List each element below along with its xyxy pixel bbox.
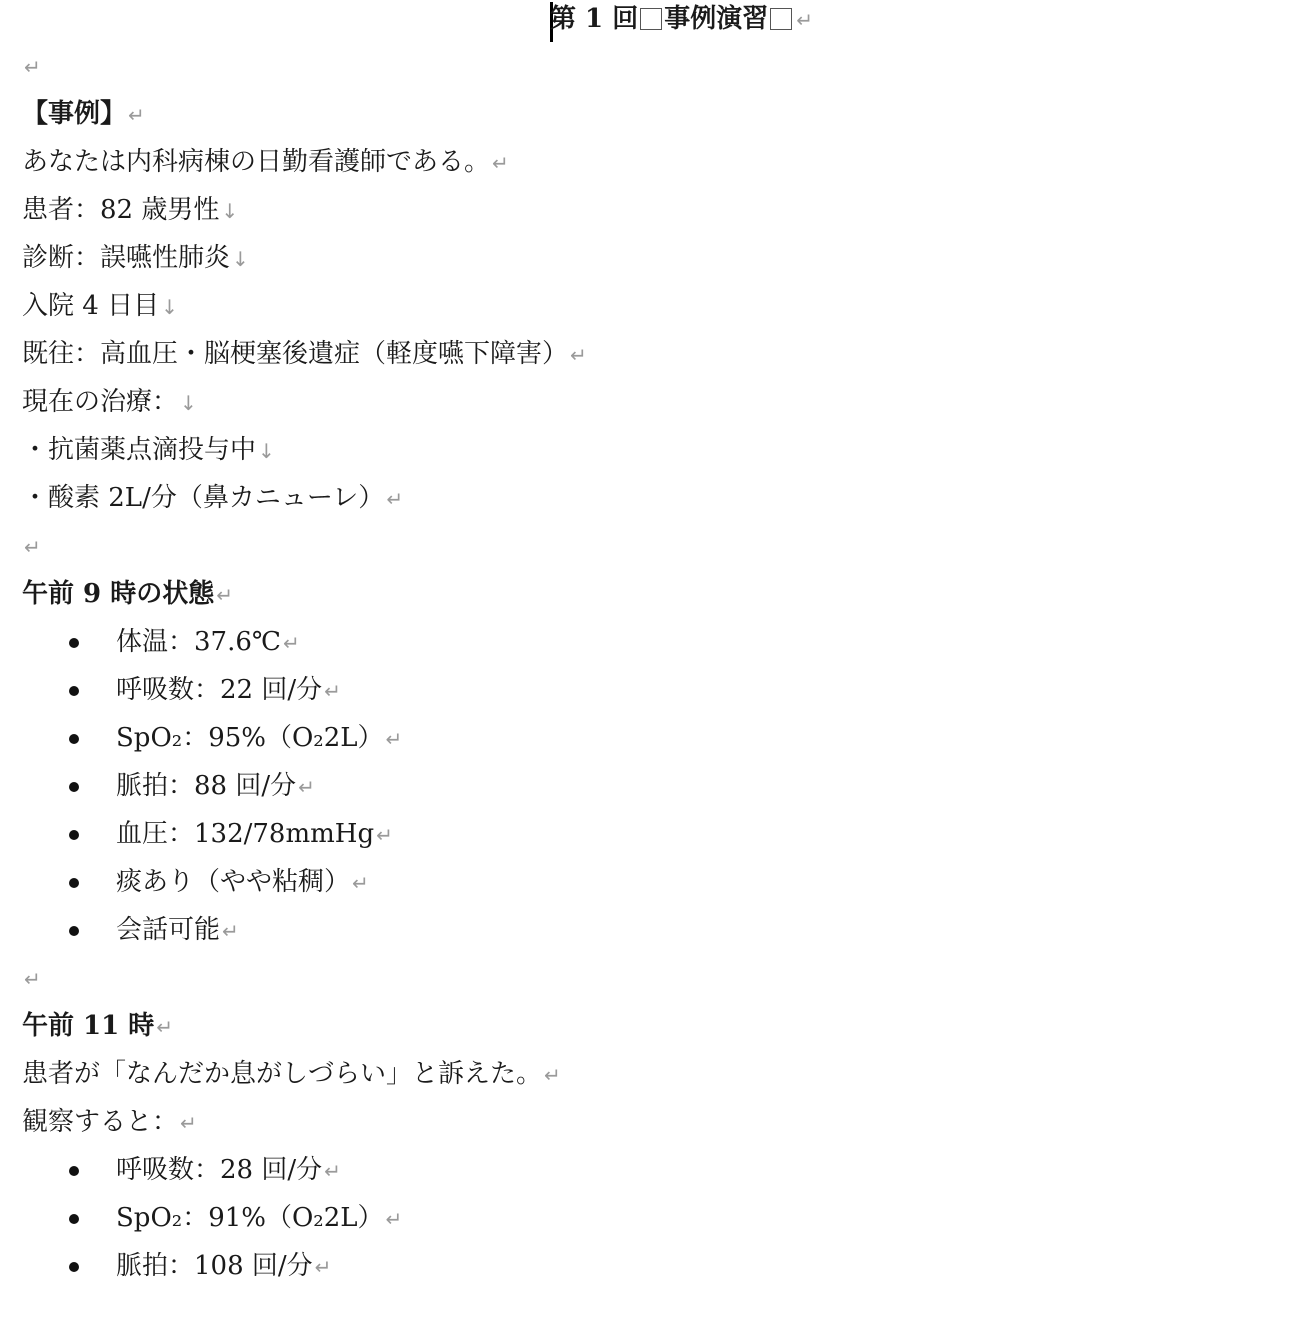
paragraph-mark-icon: ↵ [352, 871, 369, 895]
paragraph-mark-icon: ↵ [796, 8, 813, 32]
document-title[interactable] [550, 0, 813, 40]
placeholder-box-icon [640, 8, 662, 30]
diagnosis-line[interactable]: 診断：誤嚥性肺炎 ↓ [22, 243, 249, 273]
paragraph-mark-icon: ↵ [128, 103, 145, 127]
paragraph-mark-icon: ↵ [324, 679, 341, 703]
line-break-mark-icon: ↓ [258, 439, 275, 463]
paragraph-mark-icon: ↵ [376, 823, 393, 847]
paragraph-mark-icon: ↵ [222, 919, 239, 943]
paragraph-mark-icon: ↵ [180, 1111, 197, 1135]
paragraph-mark-icon: ↵ [24, 55, 41, 79]
line-break-mark-icon: ↓ [221, 199, 239, 223]
bullet-icon [69, 1214, 79, 1224]
empty-paragraph[interactable] [22, 42, 41, 90]
treatment-item[interactable]: ・酸素 2L/分（鼻カニューレ） ↵ [22, 483, 404, 513]
bullet-icon [69, 1166, 79, 1176]
paragraph-mark-icon: ↵ [216, 583, 233, 607]
empty-paragraph[interactable] [22, 954, 41, 1002]
treatment-label[interactable]: 現在の治療： ↓ [22, 387, 197, 417]
bullet-icon [69, 782, 79, 792]
paragraph-mark-icon: ↵ [324, 1159, 341, 1183]
history-line[interactable]: 既往：高血圧・脳梗塞後遺症（軽度嚥下障害） ↵ [22, 339, 587, 369]
paragraph-mark-icon: ↵ [24, 535, 41, 559]
eleven-am-heading[interactable]: 午前 11 時 ↵ [22, 1011, 174, 1041]
line-break-mark-icon: ↓ [161, 295, 178, 319]
line-break-mark-icon: ↓ [232, 247, 249, 271]
paragraph-mark-icon: ↵ [314, 1255, 332, 1279]
paragraph-mark-icon: ↵ [544, 1063, 561, 1087]
paragraph-mark-icon: ↵ [385, 1207, 403, 1231]
paragraph-mark-icon: ↵ [492, 151, 509, 175]
empty-paragraph[interactable] [22, 522, 41, 570]
treatment-item[interactable]: ・抗菌薬点滴投与中 ↓ [22, 435, 275, 465]
paragraph-mark-icon: ↵ [282, 631, 300, 655]
document-page[interactable]: 第 1 回 事例演習 ↵ ↵ 【事例】 ↵ あなたは内科病棟の日勤看護師である。 ↵ 患者：82 歳男性 ↓ 診断：誤嚥性肺炎 ↓ 入院 4 日目 ↓ 既往：高血圧・脳梗塞後遺症（軽度嚥下障害） ↵ 現在の治療： ↓ ・抗菌薬点滴投与中 ↓ ・酸素 2L/分（鼻カニューレ） ↵ ↵ 午前 9 時の状態 ↵ 体温：37.6℃ ↵ 呼吸数：22 回/分 ↵ SpO₂：95%（O₂2L） ↵ 脈拍：88 回/分 ↵ 血圧：132/78mmHg ↵ 痰あり（やや粘稠） ↵ 会話可能 ↵ ↵ 午前 11 時 ↵ 患者が「なんだか息がしづらい」と訴えた。 ↵ 観察すると： ↵ 呼吸数：28 回/分 ↵ SpO₂：91%（O₂2L） ↵ 脈拍：108 回/分 ↵ [0, 0, 1299, 1332]
bullet-icon [69, 638, 79, 648]
bullet-icon [69, 686, 79, 696]
nine-am-heading[interactable]: 午前 9 時の状態 ↵ [22, 579, 233, 609]
bullet-icon [69, 926, 79, 936]
admission-day-line[interactable]: 入院 4 日目 ↓ [22, 291, 178, 321]
paragraph-mark-icon: ↵ [156, 1015, 174, 1039]
patient-line[interactable]: 患者：82 歳男性 ↓ [22, 195, 239, 225]
title-part-b: 事例演習 [664, 4, 769, 34]
bullet-icon [69, 830, 79, 840]
placeholder-box-icon [770, 8, 792, 30]
case-intro[interactable]: あなたは内科病棟の日勤看護師である。 ↵ [22, 147, 509, 177]
paragraph-mark-icon: ↵ [298, 775, 315, 799]
bullet-icon [69, 878, 79, 888]
paragraph-mark-icon: ↵ [386, 487, 404, 511]
bullet-icon [69, 734, 79, 744]
line-break-mark-icon: ↓ [180, 391, 197, 415]
bullet-icon [69, 1262, 79, 1272]
paragraph-mark-icon: ↵ [24, 967, 41, 991]
case-heading[interactable]: 【事例】 ↵ [22, 99, 145, 129]
complaint-line[interactable]: 患者が「なんだか息がしづらい」と訴えた。 ↵ [22, 1059, 561, 1089]
title-part-a: 第 1 回 [550, 4, 639, 34]
paragraph-mark-icon: ↵ [385, 727, 403, 751]
observe-label[interactable]: 観察すると： ↵ [22, 1107, 197, 1137]
paragraph-mark-icon: ↵ [570, 343, 587, 367]
